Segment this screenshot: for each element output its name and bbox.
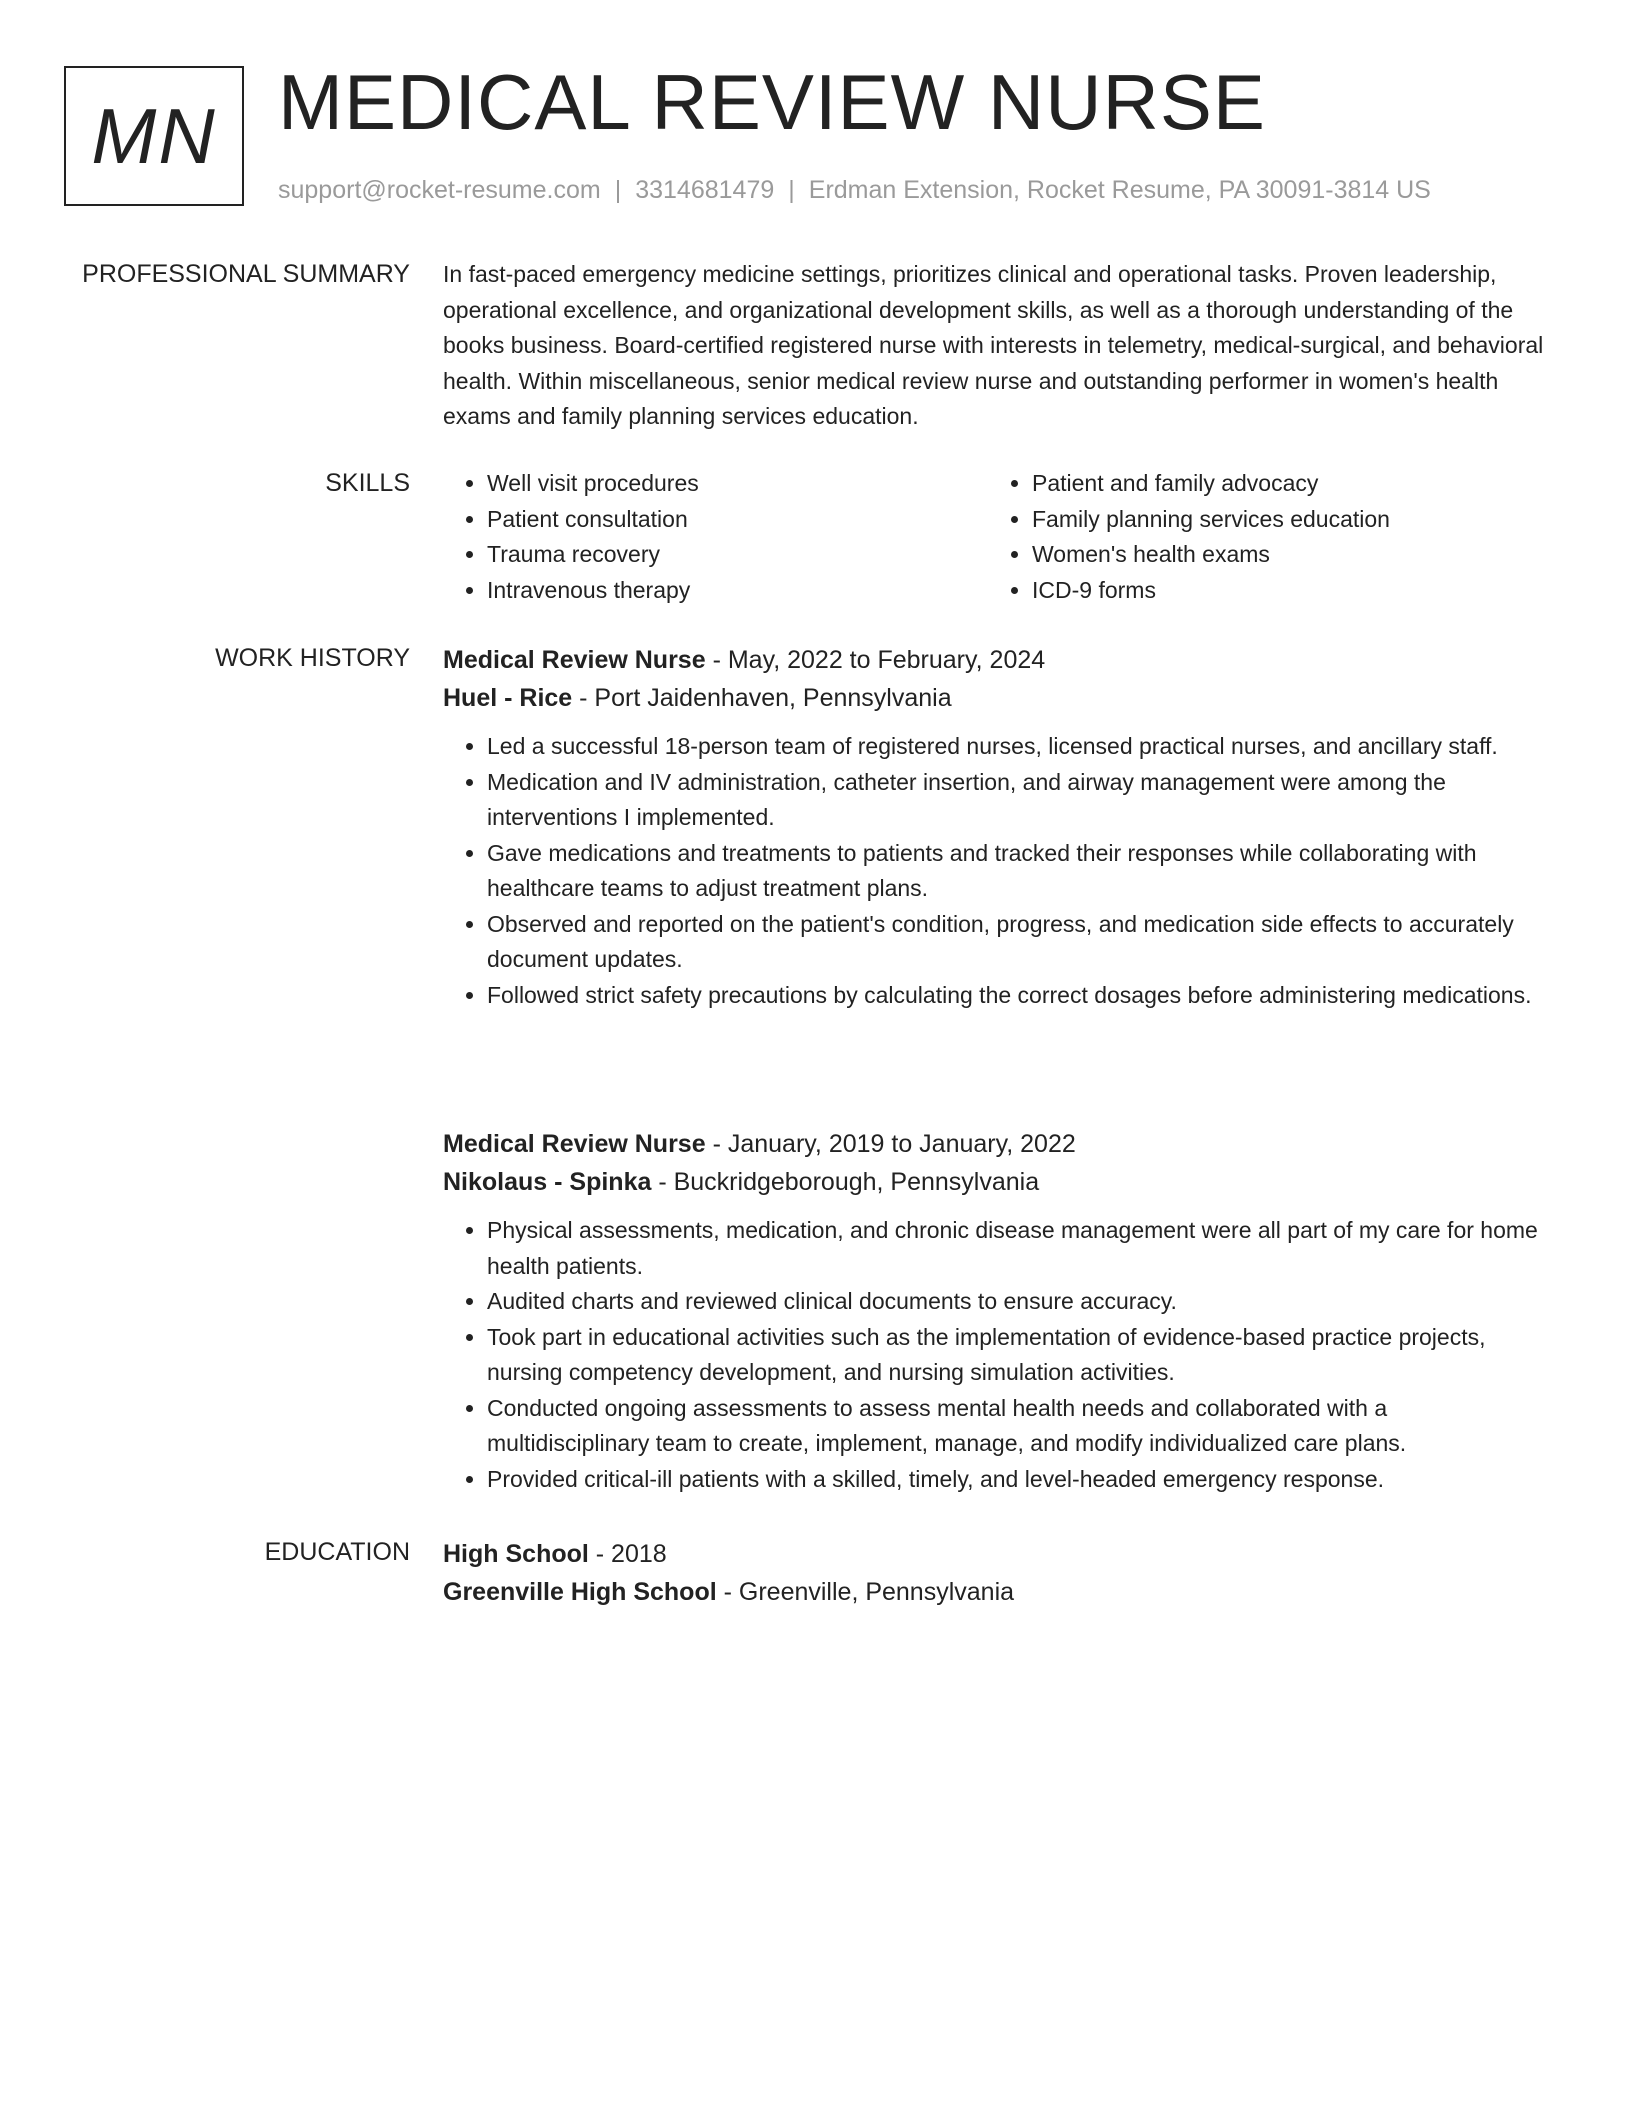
contact-separator: | bbox=[788, 176, 795, 204]
education-year: - 2018 bbox=[588, 1540, 667, 1568]
duty-item: • Audited charts and reviewed clinical documents to ensure accuracy. bbox=[487, 1284, 1553, 1320]
job-dates: - May, 2022 to February, 2024 bbox=[705, 646, 1046, 674]
skills-list bbox=[443, 466, 1553, 608]
skill-item: • Family planning services education bbox=[1032, 502, 1533, 538]
skills-column-right bbox=[988, 466, 1533, 608]
skill-item: • ICD-9 forms bbox=[1032, 573, 1533, 609]
job-duties bbox=[443, 729, 1553, 1013]
work-entry bbox=[443, 641, 1553, 1013]
duty-item: • Gave medications and treatments to patients and tracked their responses while collaborating with healthcare teams to adjust treatment plans. bbox=[487, 836, 1553, 907]
education-school: Greenville High School bbox=[443, 1578, 717, 1606]
job-company: Huel - Rice bbox=[443, 684, 573, 712]
resume-title: MEDICAL REVIEW NURSE bbox=[278, 58, 1266, 146]
duty-item: • Physical assessments, medication, and chronic disease management were all part of my care for home health patients. bbox=[487, 1213, 1553, 1284]
education-entry bbox=[443, 1535, 1553, 1611]
contact-line bbox=[278, 174, 1431, 206]
job-duties bbox=[443, 1213, 1553, 1497]
contact-email: support@rocket-resume.com bbox=[278, 176, 601, 204]
education-degree-line bbox=[443, 1535, 1553, 1573]
job-company-line bbox=[443, 679, 1553, 717]
duty-item: • Observed and reported on the patient's condition, progress, and medication side effects to accurately document updates. bbox=[487, 907, 1553, 978]
education-school-line bbox=[443, 1573, 1553, 1611]
contact-separator: | bbox=[614, 176, 622, 204]
duty-item: • Took part in educational activities such as the implementation of evidence-based practice projects, nursing competency development, and nursing simulation activities. bbox=[487, 1320, 1553, 1391]
section-label-summary: PROFESSIONAL SUMMARY bbox=[82, 260, 410, 288]
job-title-line bbox=[443, 1125, 1553, 1163]
duty-item: • Provided critical-ill patients with a skilled, timely, and level-headed emergency response. bbox=[487, 1462, 1553, 1498]
skill-item: • Intravenous therapy bbox=[487, 573, 988, 609]
job-title-line bbox=[443, 641, 1553, 679]
skills-column-left bbox=[443, 466, 988, 608]
duty-item: • Led a successful 18-person team of registered nurses, licensed practical nurses, and ancillary staff. bbox=[487, 729, 1553, 765]
skill-item: • Well visit procedures bbox=[487, 466, 988, 502]
section-label-work: WORK HISTORY bbox=[215, 644, 410, 672]
education-degree: High School bbox=[443, 1540, 589, 1568]
skill-item: • Trauma recovery bbox=[487, 537, 988, 573]
job-company-line bbox=[443, 1163, 1553, 1201]
job-location: - Port Jaidenhaven, Pennsylvania bbox=[572, 684, 952, 712]
job-title: Medical Review Nurse bbox=[443, 646, 706, 674]
job-company: Nikolaus - Spinka bbox=[443, 1168, 652, 1196]
duty-item: • Conducted ongoing assessments to assess mental health needs and collaborated with a multidisciplinary team to create, implement, manage, and modify individualized care plans. bbox=[487, 1391, 1553, 1462]
contact-address: Erdman Extension, Rocket Resume, PA 30091-3814 US bbox=[808, 176, 1431, 204]
contact-phone: 3314681479 bbox=[635, 176, 775, 204]
skill-item: • Women's health exams bbox=[1032, 537, 1533, 573]
education-location: - Greenville, Pennsylvania bbox=[716, 1578, 1015, 1606]
job-title: Medical Review Nurse bbox=[443, 1130, 706, 1158]
summary-text: In fast-paced emergency medicine settings, prioritizes clinical and operational tasks. Proven leadership, operational excellence, and organizational development skills, as well as a thorough understanding of the books business. Board-certified registered nurse with interests in telemetry, medical-surgical, and behavioral health. Within miscellaneous, senior medical review nurse and outstanding performer in women's health exams and family planning services education. bbox=[443, 261, 1544, 429]
job-location: - Buckridgeborough, Pennsylvania bbox=[651, 1168, 1040, 1196]
section-label-skills: SKILLS bbox=[325, 469, 410, 497]
skill-item: • Patient consultation bbox=[487, 502, 988, 538]
section-label-education: EDUCATION bbox=[264, 1538, 410, 1566]
job-dates: - January, 2019 to January, 2022 bbox=[705, 1130, 1076, 1158]
work-entry bbox=[443, 1125, 1553, 1497]
duty-item: • Followed strict safety precautions by calculating the correct dosages before administering medications. bbox=[487, 978, 1553, 1014]
skill-item: • Patient and family advocacy bbox=[1032, 466, 1533, 502]
monogram-logo: MN bbox=[64, 66, 244, 206]
duty-item: • Medication and IV administration, catheter insertion, and airway management were among the interventions I implemented. bbox=[487, 765, 1553, 836]
